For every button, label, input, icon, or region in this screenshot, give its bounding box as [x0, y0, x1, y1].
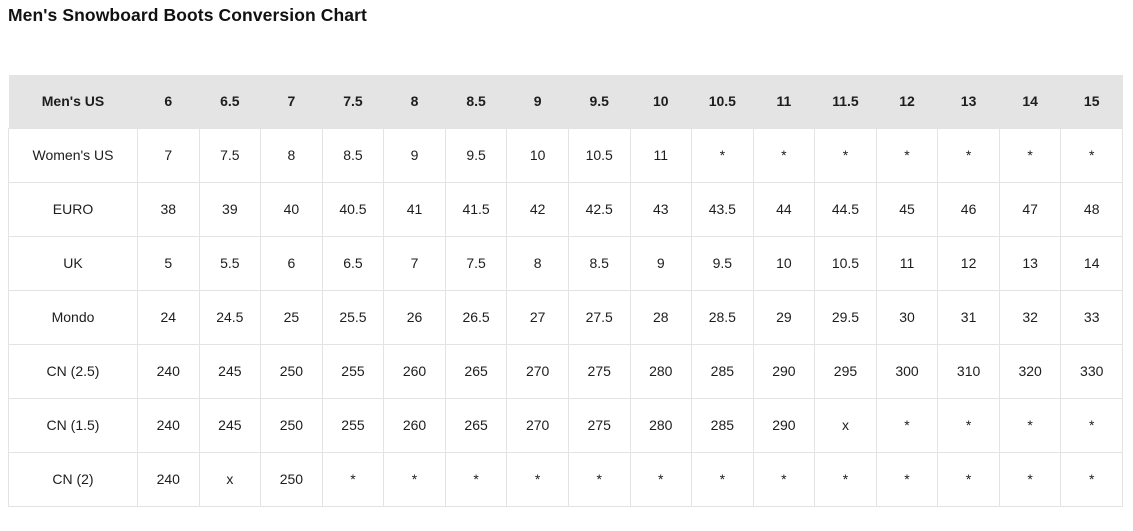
header-size-cell: 10 — [652, 93, 669, 110]
value-cell: 250 — [261, 398, 323, 452]
value-cell: 10 — [507, 128, 569, 182]
value-cell: 24.5 — [199, 290, 261, 344]
header-size-cell: 9 — [533, 93, 542, 110]
row-label-cell: Women's US — [9, 128, 138, 182]
table-row — [9, 452, 1123, 506]
value-cell: 265 — [445, 344, 507, 398]
table-row — [9, 182, 1123, 236]
value-cell: 45 — [876, 182, 938, 236]
value-cell: 255 — [322, 398, 384, 452]
value-cell: 27 — [507, 290, 569, 344]
value-cell: 28.5 — [692, 290, 754, 344]
value-cell: 24 — [138, 290, 200, 344]
value-cell: 310 — [938, 344, 1000, 398]
value-cell: 33 — [1061, 290, 1123, 344]
value-cell: x — [199, 452, 261, 506]
value-cell: * — [938, 128, 1000, 182]
value-cell: 9.5 — [692, 236, 754, 290]
value-cell: 9.5 — [445, 128, 507, 182]
row-label-cell: Mondo — [9, 290, 138, 344]
table-row — [9, 128, 1123, 182]
table-row — [9, 344, 1123, 398]
value-cell: 8.5 — [568, 236, 630, 290]
value-cell: 7 — [138, 128, 200, 182]
value-cell: 40 — [261, 182, 323, 236]
header-size-cell: 7.5 — [343, 93, 363, 110]
value-cell: 25.5 — [322, 290, 384, 344]
value-cell: 14 — [1061, 236, 1123, 290]
table-header-row — [9, 75, 1123, 128]
value-cell: * — [692, 128, 754, 182]
value-cell: 44 — [753, 182, 815, 236]
value-cell: 250 — [261, 344, 323, 398]
value-cell: 30 — [876, 290, 938, 344]
value-cell: x — [815, 398, 877, 452]
value-cell: 295 — [815, 344, 877, 398]
value-cell: 25 — [261, 290, 323, 344]
value-cell: * — [876, 398, 938, 452]
table-row — [9, 398, 1123, 452]
header-size-cell: 6.5 — [220, 93, 240, 110]
value-cell: 46 — [938, 182, 1000, 236]
header-size-cell: 6 — [164, 93, 173, 110]
value-cell: 32 — [999, 290, 1061, 344]
value-cell: 29.5 — [815, 290, 877, 344]
value-cell: 41 — [384, 182, 446, 236]
value-cell: 240 — [138, 398, 200, 452]
value-cell: * — [815, 452, 877, 506]
header-size-cell: 11 — [776, 93, 792, 110]
value-cell: 9 — [630, 236, 692, 290]
value-cell: * — [753, 128, 815, 182]
value-cell: * — [568, 452, 630, 506]
value-cell: 8 — [507, 236, 569, 290]
value-cell: * — [630, 452, 692, 506]
value-cell: 40.5 — [322, 182, 384, 236]
header-label-cell: Men's US — [41, 93, 105, 110]
size-conversion-table — [8, 75, 1123, 507]
value-cell: 7.5 — [199, 128, 261, 182]
value-cell: 285 — [692, 344, 754, 398]
value-cell: 11 — [630, 128, 692, 182]
value-cell: * — [384, 452, 446, 506]
value-cell: 42.5 — [568, 182, 630, 236]
value-cell: * — [999, 398, 1061, 452]
value-cell: 6.5 — [322, 236, 384, 290]
value-cell: 240 — [138, 452, 200, 506]
value-cell: 29 — [753, 290, 815, 344]
value-cell: 8.5 — [322, 128, 384, 182]
value-cell: 10.5 — [815, 236, 877, 290]
table-head — [9, 75, 1123, 128]
value-cell: 43 — [630, 182, 692, 236]
header-size-cell: 12 — [899, 93, 915, 110]
value-cell: 285 — [692, 398, 754, 452]
value-cell: 280 — [630, 344, 692, 398]
value-cell: 320 — [999, 344, 1061, 398]
value-cell: 330 — [1061, 344, 1123, 398]
table-body — [9, 128, 1123, 506]
value-cell: 5 — [138, 236, 200, 290]
value-cell: * — [876, 128, 938, 182]
value-cell: * — [753, 452, 815, 506]
value-cell: 44.5 — [815, 182, 877, 236]
value-cell: 10 — [753, 236, 815, 290]
value-cell: 300 — [876, 344, 938, 398]
value-cell: * — [322, 452, 384, 506]
page-title: Men's Snowboard Boots Conversion Chart — [8, 5, 367, 25]
value-cell: 245 — [199, 344, 261, 398]
row-label-cell: CN (2.5) — [9, 344, 138, 398]
value-cell: * — [938, 452, 1000, 506]
value-cell: 275 — [568, 344, 630, 398]
value-cell: 27.5 — [568, 290, 630, 344]
row-label-cell: CN (1.5) — [9, 398, 138, 452]
header-size-cell: 8.5 — [466, 93, 486, 110]
value-cell: 5.5 — [199, 236, 261, 290]
value-cell: 31 — [938, 290, 1000, 344]
value-cell: * — [1061, 128, 1123, 182]
value-cell: 7 — [384, 236, 446, 290]
value-cell: 41.5 — [445, 182, 507, 236]
value-cell: * — [815, 128, 877, 182]
value-cell: 250 — [261, 452, 323, 506]
value-cell: 43.5 — [692, 182, 754, 236]
value-cell: 275 — [568, 398, 630, 452]
header-size-cell: 13 — [960, 93, 977, 110]
value-cell: * — [876, 452, 938, 506]
value-cell: 10.5 — [568, 128, 630, 182]
value-cell: * — [999, 128, 1061, 182]
value-cell: * — [445, 452, 507, 506]
value-cell: 13 — [999, 236, 1061, 290]
value-cell: 290 — [753, 344, 815, 398]
value-cell: * — [1061, 398, 1123, 452]
value-cell: * — [1061, 452, 1123, 506]
value-cell: 260 — [384, 398, 446, 452]
value-cell: 28 — [630, 290, 692, 344]
value-cell: 260 — [384, 344, 446, 398]
value-cell: 270 — [507, 344, 569, 398]
value-cell: * — [507, 452, 569, 506]
value-cell: 38 — [138, 182, 200, 236]
header-size-cell: 7 — [287, 93, 296, 110]
header-size-cell: 14 — [1022, 93, 1038, 110]
value-cell: 290 — [753, 398, 815, 452]
value-cell: 8 — [261, 128, 323, 182]
value-cell: 11 — [876, 236, 938, 290]
table-row — [9, 290, 1123, 344]
table-row — [9, 236, 1123, 290]
header-size-cell: 10.5 — [708, 93, 736, 110]
value-cell: 9 — [384, 128, 446, 182]
value-cell: 26.5 — [445, 290, 507, 344]
value-cell: 280 — [630, 398, 692, 452]
value-cell: 255 — [322, 344, 384, 398]
value-cell: 240 — [138, 344, 200, 398]
value-cell: 47 — [999, 182, 1061, 236]
value-cell: 42 — [507, 182, 569, 236]
value-cell: 12 — [938, 236, 1000, 290]
row-label-cell: CN (2) — [9, 452, 138, 506]
header-size-cell: 11.5 — [832, 93, 859, 110]
value-cell: * — [999, 452, 1061, 506]
row-label-cell: EURO — [9, 182, 138, 236]
header-size-cell: 9.5 — [589, 93, 609, 110]
value-cell: 265 — [445, 398, 507, 452]
value-cell: 270 — [507, 398, 569, 452]
value-cell: 7.5 — [445, 236, 507, 290]
value-cell: 26 — [384, 290, 446, 344]
value-cell: 245 — [199, 398, 261, 452]
value-cell: * — [938, 398, 1000, 452]
value-cell: 48 — [1061, 182, 1123, 236]
row-label-cell: UK — [9, 236, 138, 290]
header-size-cell: 8 — [410, 93, 419, 110]
header-size-cell: 15 — [1083, 93, 1100, 110]
value-cell: 6 — [261, 236, 323, 290]
value-cell: * — [692, 452, 754, 506]
value-cell: 39 — [199, 182, 261, 236]
